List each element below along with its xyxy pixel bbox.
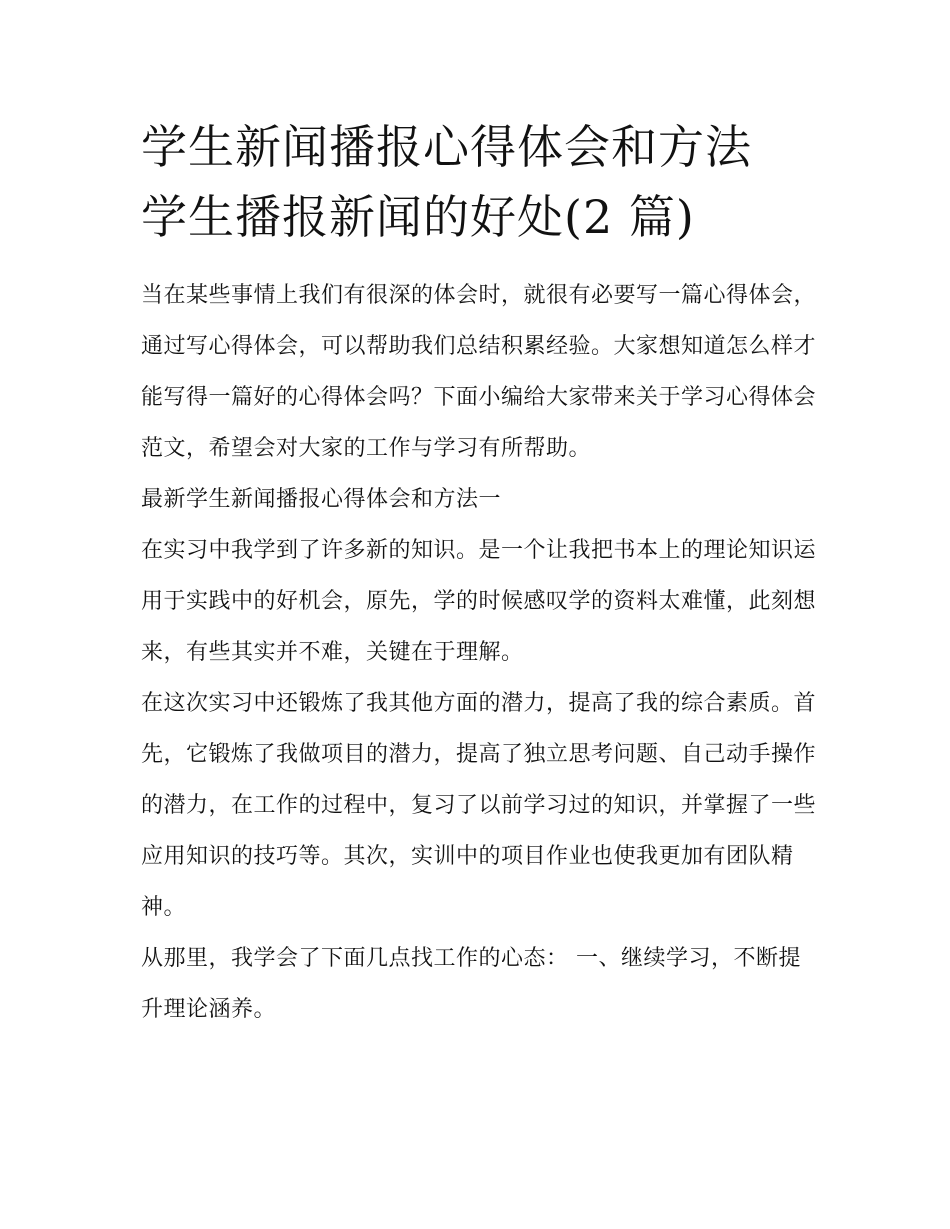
document-title [141, 112, 821, 252]
intro-paragraph: 当在某些事情上我们有很深的体会时，就很有必要写一篇心得体会，通过写心得体会，可以帮助我们总结积累经验。大家想知道怎么样才能写得一篇好的心得体会吗？下面小编给大家带来关于学习心得体会范文，希望会对大家的工作与学习有所帮助。 [141, 283, 817, 461]
body-paragraph-2: 在这次实习中还锻炼了我其他方面的潜力，提高了我的综合素质。首先，它锻炼了我做项目的潜力，提高了独立思考问题、自己动手操作的潜力，在工作的过程中，复习了以前学习过的知识，并掌握了一些应用知识的技巧等。其次，实训中的项目作业也使我更加有团队精神。 [141, 691, 817, 920]
document-page [141, 112, 821, 1035]
title-line-1: 学生新闻播报心得体会和方法 [141, 120, 752, 174]
body-paragraph-1: 在实习中我学到了许多新的知识。是一个让我把书本上的理论知识运用于实践中的好机会，原先，学的时候感叹学的资料太难懂，此刻想来，有些其实并不难，关键在于理解。 [141, 538, 817, 665]
section-heading: 最新学生新闻播报心得体会和方法一 [141, 487, 502, 512]
title-line-2: 学生播报新闻的好处(2 篇) [141, 190, 695, 244]
body-paragraph-3: 从那里，我学会了下面几点找工作的心态： 一、继续学习，不断提升理论涵养。 [141, 946, 801, 1022]
